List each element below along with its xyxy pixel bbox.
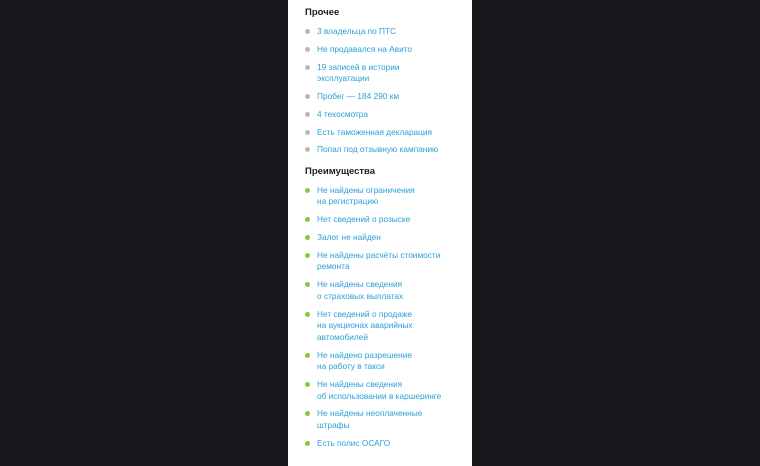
item-label[interactable]: Есть таможенная декларация: [317, 126, 433, 137]
item-label[interactable]: Не продавался на Авито: [317, 43, 413, 54]
bullet-dot-icon: [305, 94, 310, 99]
list-item[interactable]: [305, 438, 467, 450]
bullet-dot-icon: [305, 65, 310, 70]
list-item[interactable]: [305, 26, 467, 38]
item-label[interactable]: Есть полис ОСАГО: [317, 437, 391, 448]
item-label[interactable]: Не найдены сведения об использовании в каршеринге: [317, 378, 442, 401]
bullet-dot-icon: [305, 217, 310, 222]
item-label[interactable]: 19 записей в истории эксплуатации: [317, 61, 400, 84]
bullet-dot-icon: [305, 253, 310, 258]
list-item[interactable]: [305, 350, 467, 373]
item-label[interactable]: Не найдены расчёты стоимости ремонта: [317, 249, 441, 272]
list-item[interactable]: [305, 279, 467, 302]
item-label[interactable]: Пробег — 184 290 км: [317, 90, 400, 101]
bullet-dot-icon: [305, 235, 310, 240]
other-list: [305, 26, 472, 156]
bullet-dot-icon: [305, 353, 310, 358]
section-title-other: Прочее: [305, 7, 340, 18]
bullet-dot-icon: [305, 112, 310, 117]
list-item[interactable]: [305, 44, 467, 56]
bullet-dot-icon: [305, 411, 310, 416]
bullet-dot-icon: [305, 130, 310, 135]
bullet-dot-icon: [305, 382, 310, 387]
list-item[interactable]: [305, 250, 467, 273]
list-item[interactable]: [305, 144, 467, 156]
section-title-advantages: Преимущества: [305, 165, 376, 177]
list-item[interactable]: [305, 379, 467, 402]
bullet-dot-icon: [305, 47, 310, 52]
list-item[interactable]: [305, 214, 467, 226]
bullet-dot-icon: [305, 188, 310, 193]
item-label[interactable]: 4 техосмотра: [317, 108, 369, 119]
advantages-list: [305, 185, 472, 449]
list-item[interactable]: [305, 91, 467, 103]
item-label[interactable]: Не найдено разрешение на работу в такси: [317, 349, 412, 372]
item-label[interactable]: Попал под отзывную кампанию: [317, 144, 439, 155]
list-item[interactable]: [305, 185, 467, 208]
bullet-dot-icon: [305, 441, 310, 446]
bullet-dot-icon: [305, 312, 310, 317]
bullet-dot-icon: [305, 282, 310, 287]
item-label[interactable]: Нет сведений о розыске: [317, 214, 411, 225]
bullet-dot-icon: [305, 29, 310, 34]
list-item[interactable]: [305, 309, 467, 344]
list-item[interactable]: [305, 109, 467, 121]
list-item[interactable]: [305, 127, 467, 139]
item-label[interactable]: Не найдены ограничения на регистрацию: [317, 184, 415, 207]
item-label[interactable]: Не найдены неоплаченные штрафы: [317, 408, 423, 430]
item-label[interactable]: Залог не найден: [317, 232, 381, 243]
bullet-dot-icon: [305, 147, 310, 152]
list-item[interactable]: [305, 408, 467, 431]
list-item[interactable]: [305, 62, 467, 85]
list-item[interactable]: [305, 232, 467, 244]
report-panel: [288, 0, 472, 466]
item-label[interactable]: Нет сведений о продаже на аукционах аварийных автомобилей: [317, 308, 413, 342]
item-label[interactable]: Не найдены сведения о страховых выплатах: [317, 279, 404, 301]
item-label[interactable]: 3 владельца по ПТС: [317, 26, 397, 36]
